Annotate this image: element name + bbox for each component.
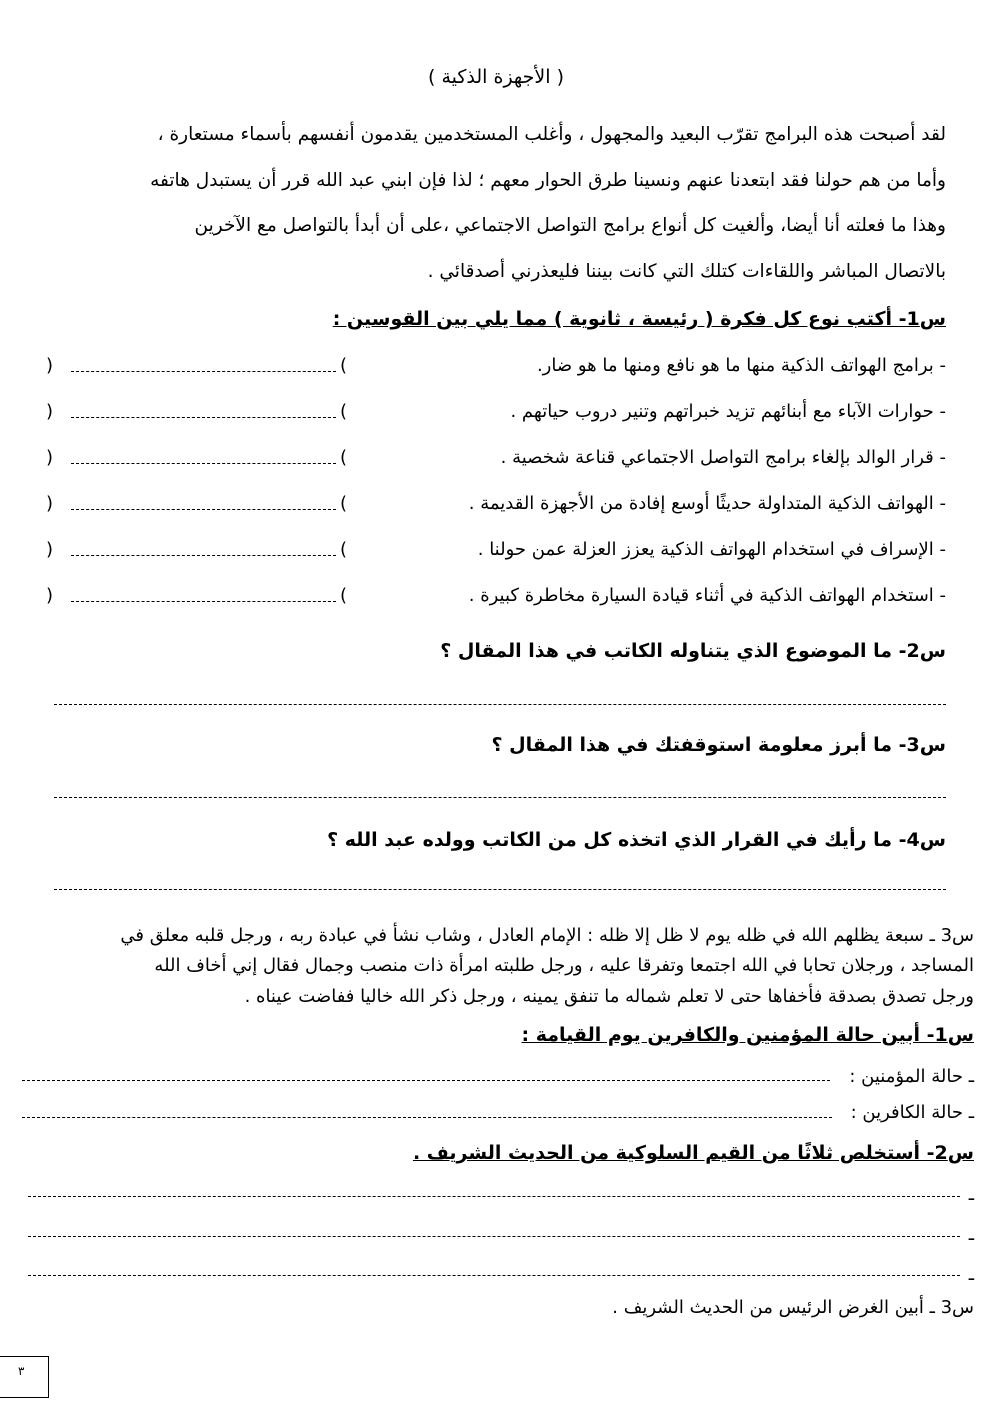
- believers-label: ـ حالة المؤمنين :: [849, 1066, 974, 1087]
- bullet: ـ: [968, 1264, 974, 1285]
- idea-item-4: - الهواتف الذكية المتداولة حديثًا أوسع إفادة من الأجهزة القديمة .: [468, 493, 946, 514]
- paren-close: ): [46, 539, 54, 560]
- passage1-line-1: لقد أصبحت هذه البرامج تقرّب البعيد والمجهول ، وأغلب المستخدمين يقدمون أنفسهم بأسماء مستعارة ،: [157, 124, 946, 145]
- hadith-question-2: س2- أستخلص ثلاثًا من القيم السلوكية من الحديث الشريف .: [412, 1142, 974, 1164]
- question-3: س3- ما أبرز معلومة استوقفتك في هذا المقال ؟: [491, 734, 946, 756]
- answer-blank[interactable]: [71, 361, 336, 372]
- hadith-line-2: المساجد ، ورجلان تحابا في الله اجتمعا وتفرقا عليه ، ورجل طلبته امرأة ذات منصب وجمال فقال إني أخاف الله: [154, 955, 974, 976]
- answer-line[interactable]: [28, 1275, 960, 1276]
- page-title: ( الأجهزة الذكية ): [427, 66, 564, 88]
- paren-close: ): [46, 585, 54, 606]
- paren-close: ): [46, 493, 54, 514]
- hadith-question-3: س3 ـ أبين الغرض الرئيس من الحديث الشريف .: [612, 1297, 974, 1318]
- paren-open: (: [340, 493, 348, 514]
- idea-answer-1[interactable]: [46, 355, 346, 376]
- idea-answer-4[interactable]: [46, 493, 346, 514]
- paren-close: ): [46, 401, 54, 422]
- paren-open: (: [340, 539, 348, 560]
- answer-line[interactable]: [54, 704, 946, 705]
- page-number-box: [0, 1356, 49, 1398]
- hadith-question-1: س1- أبين حالة المؤمنين والكافرين يوم القيامة :: [521, 1024, 974, 1046]
- paren-open: (: [340, 401, 348, 422]
- bullet: ـ: [968, 1184, 974, 1205]
- idea-answer-2[interactable]: [46, 401, 346, 422]
- idea-item-2: - حوارات الآباء مع أبنائهم تزيد خبراتهم وتنير دروب حياتهم .: [510, 401, 946, 422]
- answer-line[interactable]: [54, 797, 946, 798]
- answer-blank[interactable]: [71, 545, 336, 556]
- question-4: س4- ما رأيك في القرار الذي اتخذه كل من الكاتب وولده عبد الله ؟: [327, 829, 946, 851]
- paren-open: (: [340, 355, 348, 376]
- page-number: ٣: [18, 1364, 25, 1378]
- answer-blank[interactable]: [71, 499, 336, 510]
- idea-answer-5[interactable]: [46, 539, 346, 560]
- passage1-line-2: وأما من هم حولنا فقد ابتعدنا عنهم ونسينا طرق الحوار معهم ؛ لذا فإن ابني عبد الله قرر أن يستبدل هاتفه: [150, 170, 946, 191]
- answer-line[interactable]: [54, 889, 946, 890]
- answer-line[interactable]: [22, 1117, 832, 1118]
- paren-open: (: [340, 585, 348, 606]
- idea-answer-3[interactable]: [46, 447, 346, 468]
- answer-line[interactable]: [28, 1196, 960, 1197]
- question-1: س1- أكتب نوع كل فكرة ( رئيسة ، ثانوية ) مما يلي بين القوسين :: [332, 308, 946, 330]
- answer-blank[interactable]: [71, 591, 336, 602]
- answer-line[interactable]: [22, 1080, 830, 1081]
- answer-line[interactable]: [28, 1236, 960, 1237]
- hadith-line-1: س3 ـ سبعة يظلهم الله في ظله يوم لا ظل إلا ظله : الإمام العادل ، وشاب نشأ في عبادة ربه ، ورجل قلبه معلق في: [120, 925, 974, 946]
- idea-item-6: - استخدام الهواتف الذكية في أثناء قيادة السيارة مخاطرة كبيرة .: [468, 585, 946, 606]
- hadith-line-3: ورجل تصدق بصدقة فأخفاها حتى لا تعلم شماله ما تنفق يمينه ، ورجل ذكر الله خاليا ففاضت عيناه .: [244, 986, 974, 1007]
- paren-close: ): [46, 447, 54, 468]
- idea-item-5: - الإسراف في استخدام الهواتف الذكية يعزز العزلة عمن حولنا .: [477, 539, 946, 560]
- disbelievers-label: ـ حالة الكافرين :: [850, 1102, 974, 1123]
- paren-close: ): [46, 355, 54, 376]
- paren-open: (: [340, 447, 348, 468]
- passage1-line-4: بالاتصال المباشر واللقاءات كتلك التي كانت بيننا فليعذرني أصدقائي .: [427, 261, 946, 282]
- bullet: ـ: [968, 1224, 974, 1245]
- answer-blank[interactable]: [71, 407, 336, 418]
- answer-blank[interactable]: [71, 453, 336, 464]
- idea-item-3: - قرار الوالد بإلغاء برامج التواصل الاجتماعي قناعة شخصية .: [500, 447, 946, 468]
- idea-answer-6[interactable]: [46, 585, 346, 606]
- question-2: س2- ما الموضوع الذي يتناوله الكاتب في هذا المقال ؟: [440, 640, 946, 662]
- passage1-line-3: وهذا ما فعلته أنا أيضا، وألغيت كل أنواع برامج التواصل الاجتماعي ،على أن أبدأ بالتواصل مع الآخرين: [194, 215, 946, 236]
- idea-item-1: - برامج الهواتف الذكية منها ما هو نافع ومنها ما هو ضار.: [536, 355, 946, 376]
